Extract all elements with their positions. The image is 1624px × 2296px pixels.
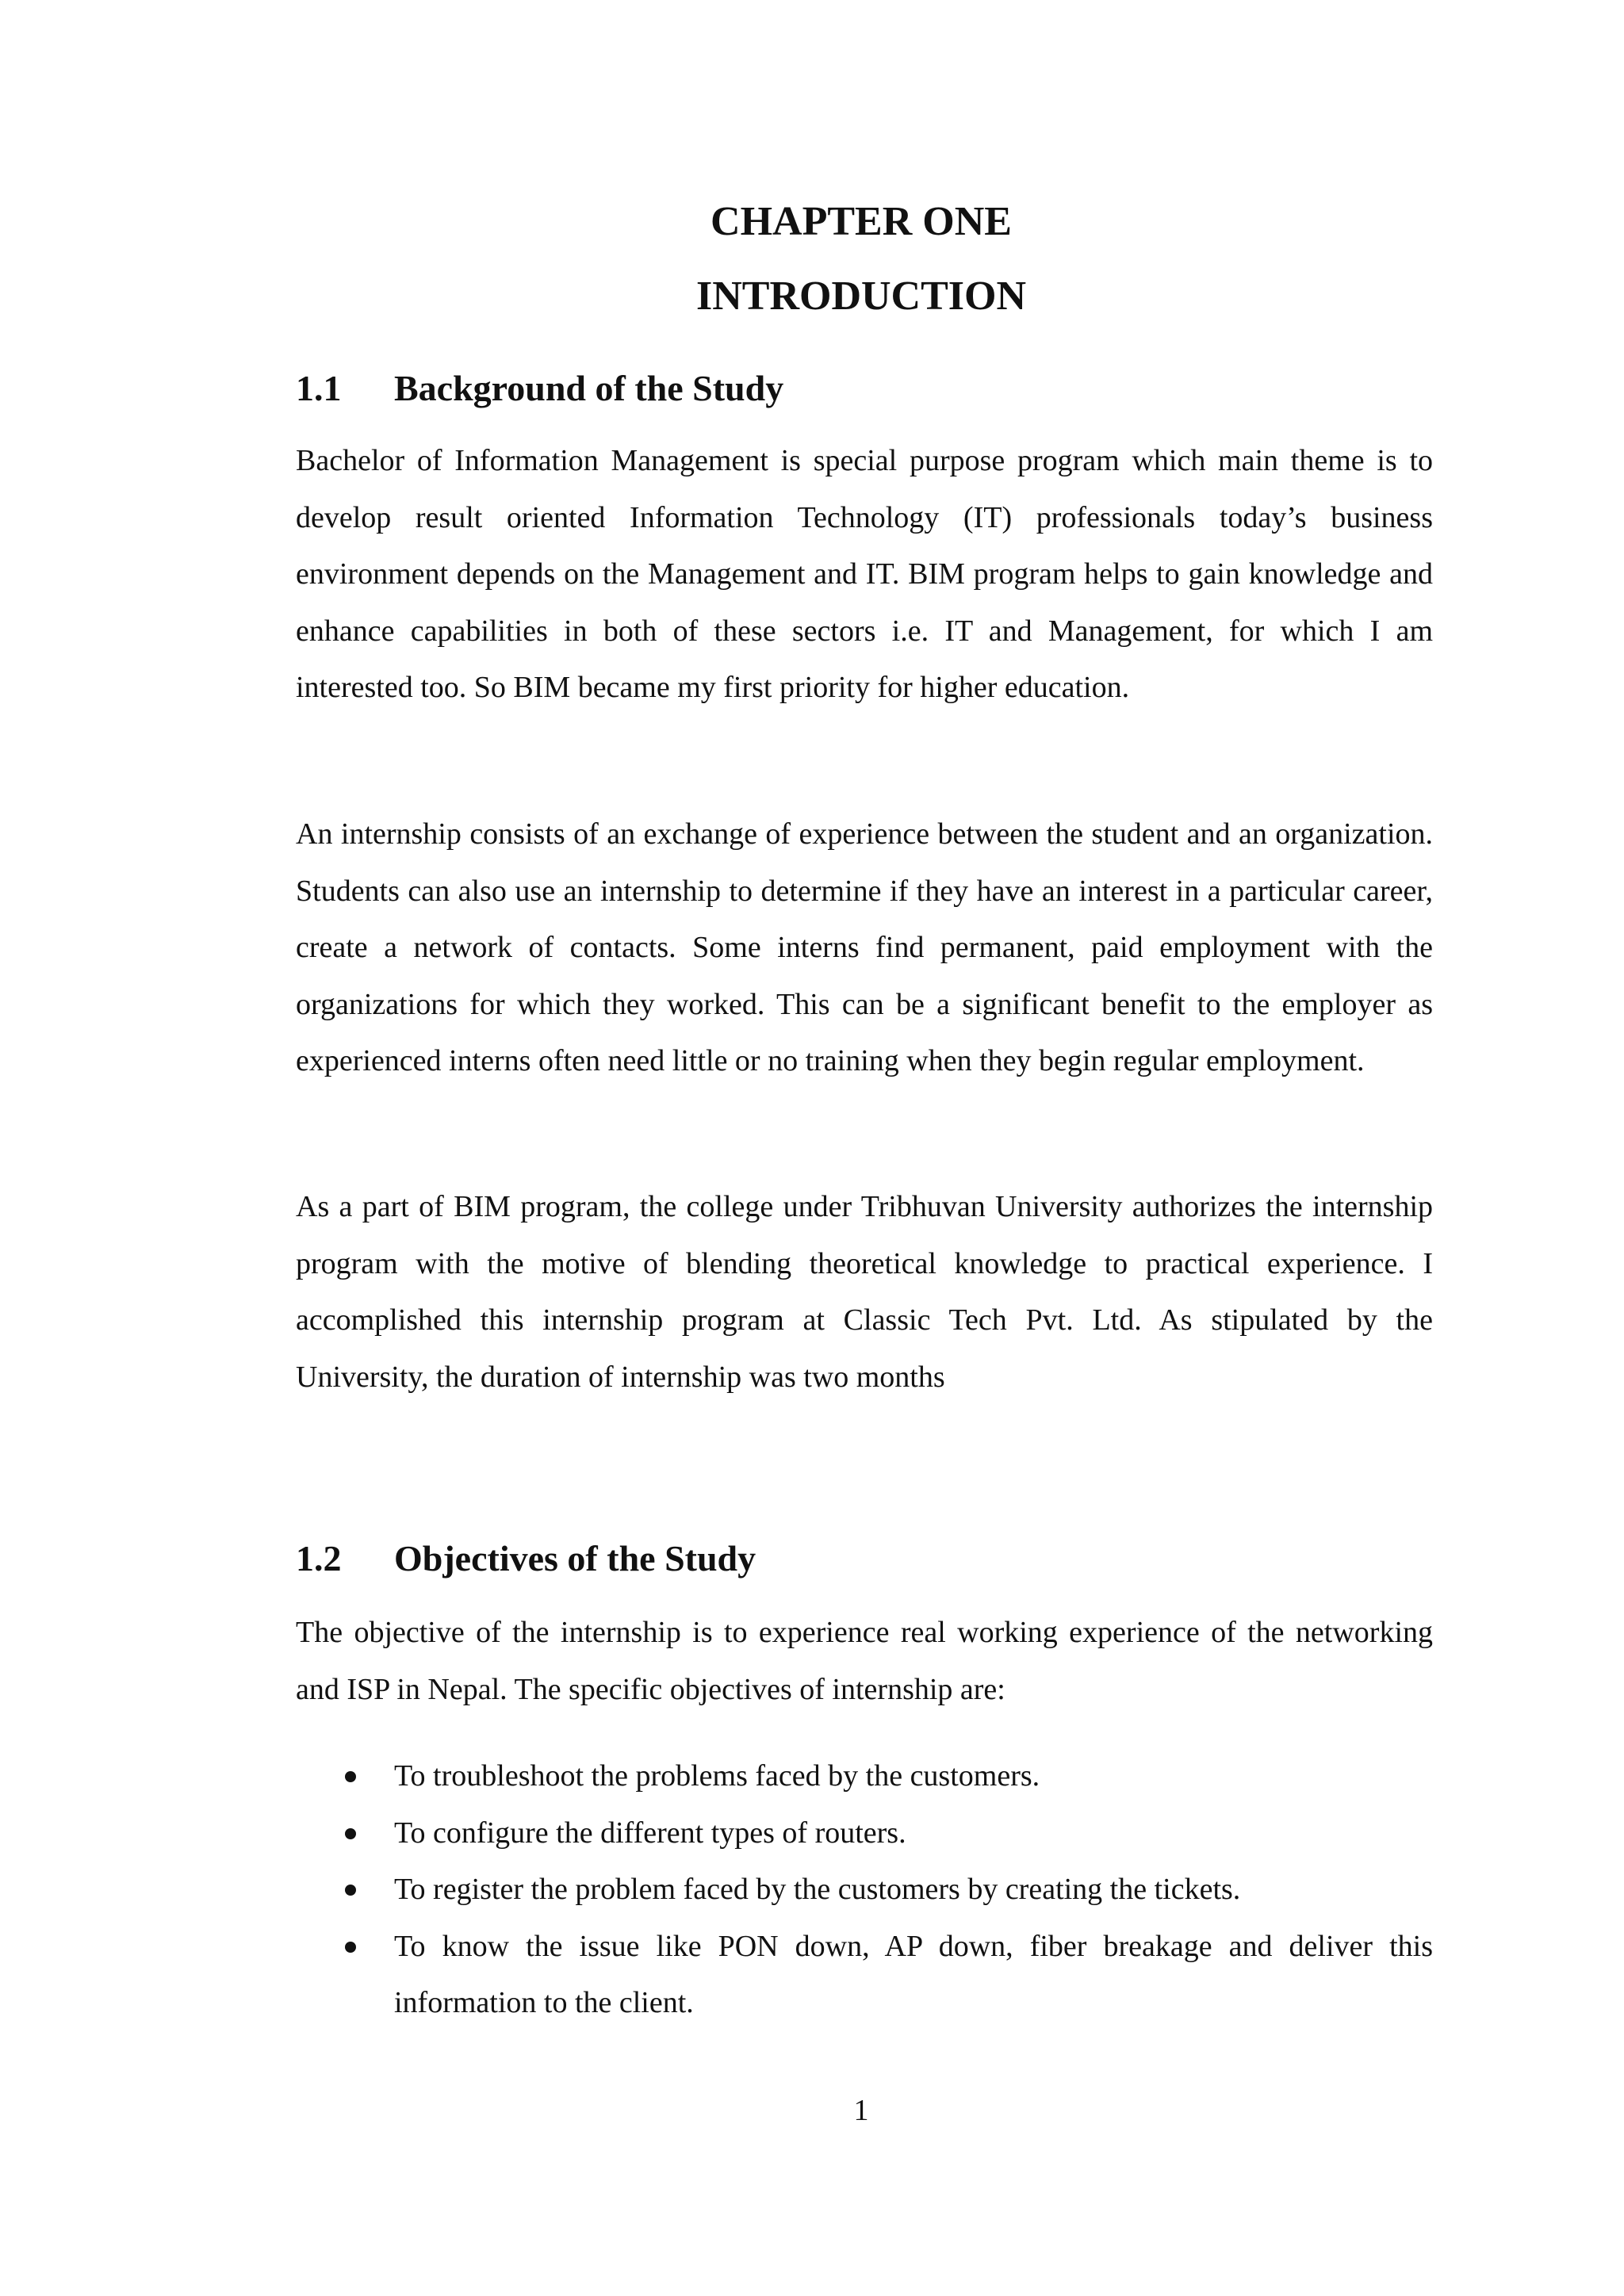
chapter-number-title: CHAPTER ONE	[710, 199, 1012, 244]
section-number: 1.1	[296, 368, 342, 408]
list-item	[296, 1862, 1433, 1919]
bullet-icon	[345, 1885, 356, 1896]
paragraph-objectives-intro: The objective of the internship is to experience real working experience of the networking and ISP in Nepal. The specific objectives of internship are:	[296, 1616, 1433, 1706]
page-number: 1	[853, 2094, 869, 2127]
list-item	[296, 1919, 1433, 2032]
paragraph-bim-program: Bachelor of Information Management is special purpose program which main theme is to develop result oriented Information Technology (IT) professionals today’s business environment depends on the Management and IT. BIM program helps to gain knowledge and enhance capabilities in both of these sectors i.e. IT and Management, for which I am interested too. So BIM became my first priority for higher education.	[296, 444, 1433, 704]
section-number: 1.2	[296, 1538, 342, 1578]
paragraph-internship-program: As a part of BIM program, the college under Tribhuvan University authorizes the internship program with the motive of blending theoretical knowledge to practical experience. I accomplished this internship program at Classic Tech Pvt. Ltd. As stipulated by the University, the duration of internship was two months	[296, 1190, 1433, 1394]
section-title: Background of the Study	[394, 368, 784, 408]
list-item-text: To know the issue like PON down, AP down, fiber breakage and deliver this information to the client.	[394, 1929, 1433, 2019]
list-item	[296, 1805, 1433, 1862]
section-heading-objectives	[296, 1536, 756, 1581]
list-item-text: To troubleshoot the problems faced by the customers.	[394, 1759, 1040, 1793]
section-title: Objectives of the Study	[394, 1538, 756, 1578]
list-item-text: To configure the different types of routers.	[394, 1816, 906, 1850]
chapter-name: INTRODUCTION	[695, 274, 1027, 319]
bullet-icon	[345, 1828, 356, 1839]
bullet-icon	[345, 1942, 356, 1953]
bullet-icon	[345, 1771, 356, 1782]
paragraph-internship-definition: An internship consists of an exchange of experience between the student and an organization. Students can also use an internship to determine if they have an interest in a particular career, create a network of contacts. Some interns find permanent, paid employment with the organizations for which they worked. This can be a significant benefit to the employer as experienced interns often need little or no training when they begin regular employment.	[296, 817, 1433, 1077]
section-heading-background	[296, 366, 783, 411]
objectives-list	[296, 1748, 1433, 2032]
list-item	[296, 1748, 1433, 1805]
list-item-text: To register the problem faced by the customers by creating the tickets.	[394, 1873, 1241, 1906]
